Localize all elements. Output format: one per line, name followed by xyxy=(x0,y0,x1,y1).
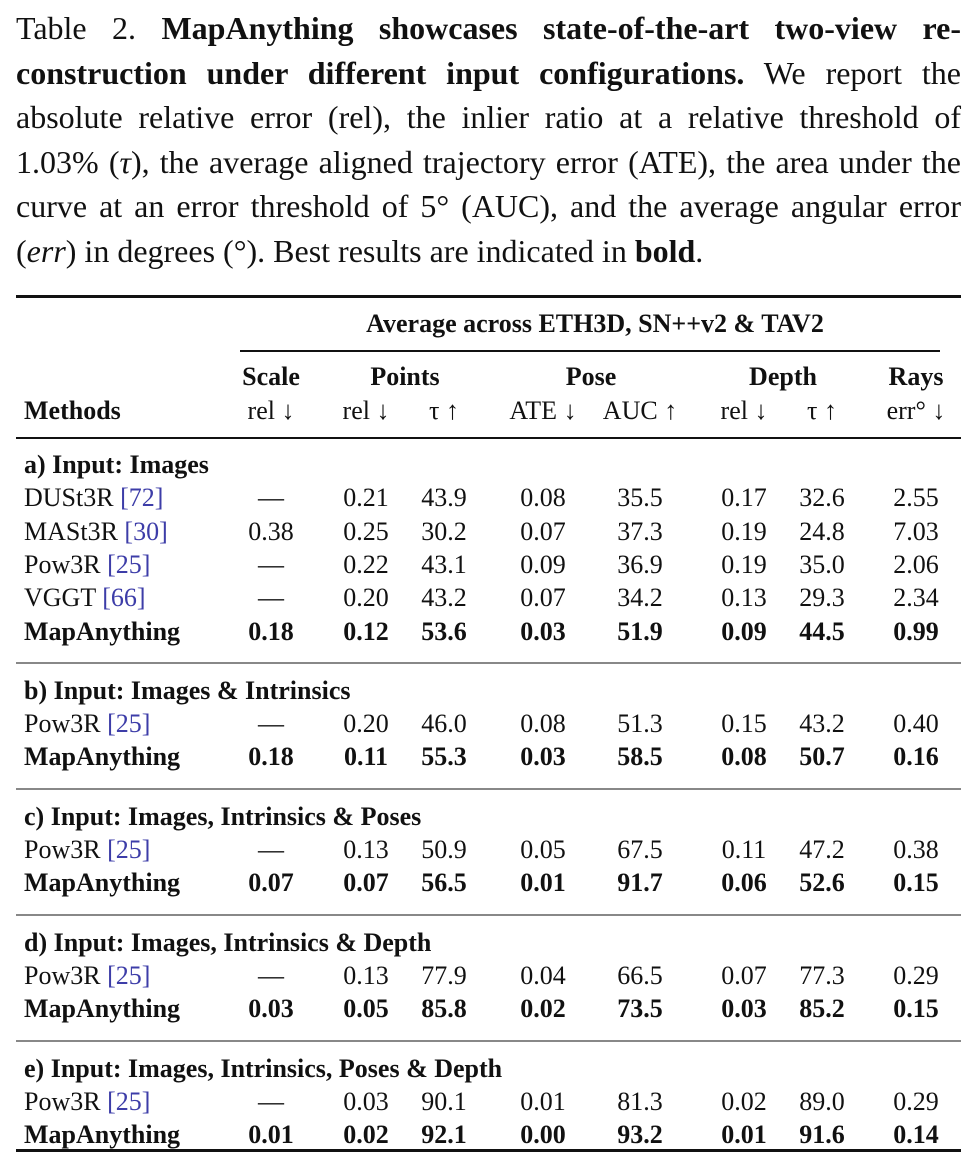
table-cell: 0.12 xyxy=(343,616,389,646)
table-cell: 0.08 xyxy=(721,742,767,772)
table-cell: 2.55 xyxy=(893,483,939,513)
caption-text-1: We report the absolute relative error (rel), the inlier ratio at a relative threshold of 1.03% ( xyxy=(16,54,962,180)
table-cell: 50.7 xyxy=(799,742,845,772)
table-caption xyxy=(16,6,961,273)
table-cell: 0.13 xyxy=(343,960,389,990)
citation-link[interactable]: [66] xyxy=(102,583,146,613)
table-cell: 2.06 xyxy=(893,549,939,579)
table-cell: 0.29 xyxy=(893,960,939,990)
table-cell: 0.09 xyxy=(520,549,566,579)
metric-header-points-1: τ ↑ xyxy=(429,396,459,425)
caption-text-2: ), the average aligned trajectory error (ATE), the area under the curve at an error threshold of 5° (AUC), and the average angular error ( xyxy=(16,143,962,269)
table-cell: 0.07 xyxy=(343,868,389,898)
column-group-pose: Pose xyxy=(565,362,617,391)
table-cell: 91.7 xyxy=(617,868,663,898)
table-cell: 92.1 xyxy=(421,1120,467,1150)
table-cell: 0.04 xyxy=(520,960,566,990)
table-cell: 85.8 xyxy=(421,994,467,1024)
table-cell: 0.07 xyxy=(520,583,566,613)
method-name: MapAnything xyxy=(24,868,181,898)
table-cell: 0.08 xyxy=(520,483,566,513)
table-cell: 0.03 xyxy=(343,1086,389,1116)
metric-header-depth-1: τ ↑ xyxy=(807,396,837,425)
citation-link[interactable]: [25] xyxy=(107,960,151,990)
row-method xyxy=(24,868,180,898)
table-cell: 24.8 xyxy=(799,516,845,546)
table-cell: 50.9 xyxy=(421,835,467,864)
table-cell: 55.3 xyxy=(421,742,467,772)
table-cell: 89.0 xyxy=(799,1086,845,1116)
method-name: Pow3R xyxy=(24,835,101,864)
table-cell: 34.2 xyxy=(617,583,663,613)
table-cell: 0.15 xyxy=(893,994,939,1024)
method-name: MASt3R xyxy=(24,516,118,546)
table-cell: 0.03 xyxy=(248,994,294,1024)
table-cell: 0.01 xyxy=(721,1120,767,1150)
section-separator xyxy=(16,662,961,664)
row-method xyxy=(24,835,150,865)
table-cell: 37.3 xyxy=(617,516,663,546)
table-cell: 43.9 xyxy=(421,483,467,513)
table-cell: 0.38 xyxy=(248,516,294,546)
table-cell: 46.0 xyxy=(421,709,467,739)
table-cell: 0.40 xyxy=(893,709,939,739)
table-cell: 44.5 xyxy=(799,616,845,646)
row-method xyxy=(24,1087,150,1117)
metric-header-pose-0: ATE ↓ xyxy=(509,396,577,425)
section-separator xyxy=(16,914,961,916)
row-method xyxy=(24,709,150,739)
citation-link[interactable]: [25] xyxy=(107,1086,151,1116)
caption-title: MapAnything showcases state-of-the-art two-view re-construction under different input configurations. xyxy=(16,10,962,91)
table-cell: 77.3 xyxy=(799,960,845,990)
table-cell: 0.29 xyxy=(893,1086,939,1116)
caption-end: . xyxy=(695,232,704,269)
row-method xyxy=(24,583,146,613)
table-cell: 0.21 xyxy=(343,483,389,513)
table-cell: — xyxy=(258,835,284,864)
table-cell: 56.5 xyxy=(421,868,467,898)
table-cell: 0.03 xyxy=(520,616,566,646)
citation-link[interactable]: [72] xyxy=(120,483,164,513)
table-cell: 0.08 xyxy=(520,709,566,739)
caption-bold-word: bold xyxy=(634,232,696,269)
table-cell: 0.05 xyxy=(343,994,389,1024)
row-method xyxy=(24,617,180,647)
table-cell: 0.01 xyxy=(520,1086,566,1116)
method-name: MapAnything xyxy=(24,616,181,646)
table-cell: 43.1 xyxy=(421,549,467,579)
super-header: Average across ETH3D, SN++v2 & TAV2 xyxy=(366,309,824,338)
metric-header-pose-1: AUC ↑ xyxy=(602,396,678,425)
section-title: b) Input: Images & Intrinsics xyxy=(24,675,351,705)
table-cell: 29.3 xyxy=(799,583,845,613)
method-name: MapAnything xyxy=(24,994,181,1024)
methods-header: Methods xyxy=(24,396,121,425)
table-cell: — xyxy=(258,1086,284,1116)
table-cell: 32.6 xyxy=(799,483,845,513)
row-method xyxy=(24,483,163,513)
table-cell: 0.03 xyxy=(520,742,566,772)
table-cell: — xyxy=(258,960,284,990)
table-cell: 7.03 xyxy=(893,516,939,546)
table-cell: 67.5 xyxy=(617,835,663,864)
table-cell: 91.6 xyxy=(799,1120,845,1150)
table-cell: 0.01 xyxy=(248,1120,294,1150)
table-cell: — xyxy=(258,583,284,613)
method-name: Pow3R xyxy=(24,960,101,990)
table-cell: 0.07 xyxy=(520,516,566,546)
caption-err: err xyxy=(26,232,66,269)
table-cell: 0.06 xyxy=(721,868,767,898)
table-cell: 0.15 xyxy=(893,868,939,898)
method-name: DUSt3R xyxy=(24,483,114,513)
table-cell: 0.99 xyxy=(893,616,939,646)
table-cell: 0.09 xyxy=(721,616,767,646)
metric-header-depth-0: rel ↓ xyxy=(720,396,768,425)
citation-link[interactable]: [25] xyxy=(107,835,151,864)
table-cell: 51.3 xyxy=(617,709,663,739)
table-cell: 0.05 xyxy=(520,835,566,864)
section-title: a) Input: Images xyxy=(24,450,209,479)
table-cell: 47.2 xyxy=(799,835,845,864)
column-group-points: Points xyxy=(370,362,440,391)
table-cell: 0.18 xyxy=(248,616,294,646)
caption-text-3: ) in degrees (°). Best results are indicated in xyxy=(65,232,635,269)
table-cell: 0.16 xyxy=(893,742,939,772)
table-cell: 0.13 xyxy=(343,835,389,864)
table-cell: 81.3 xyxy=(617,1086,663,1116)
row-method xyxy=(24,742,180,772)
section-title: c) Input: Images, Intrinsics & Poses xyxy=(24,801,422,831)
table-cell: — xyxy=(258,709,284,739)
column-group-depth: Depth xyxy=(749,362,817,391)
table-cell: 73.5 xyxy=(617,994,663,1024)
cmidrule-super xyxy=(240,350,940,352)
section-separator xyxy=(16,1040,961,1042)
table-cell: 0.25 xyxy=(343,516,389,546)
table-cell: 77.9 xyxy=(421,960,467,990)
table-cell: 53.6 xyxy=(421,616,467,646)
metric-header-scale-0: rel ↓ xyxy=(247,396,295,425)
table-cell: 0.20 xyxy=(343,709,389,739)
table-cell: 0.19 xyxy=(721,516,767,546)
table-cell: 0.01 xyxy=(520,868,566,898)
table-cell: — xyxy=(258,483,284,513)
table-cell: 43.2 xyxy=(799,709,845,739)
caption-tau: τ xyxy=(119,143,131,180)
method-name: Pow3R xyxy=(24,709,101,739)
table-cell: 35.5 xyxy=(617,483,663,513)
method-name: MapAnything xyxy=(24,1120,181,1150)
row-method xyxy=(24,961,150,991)
method-name: MapAnything xyxy=(24,742,181,772)
table-cell: 85.2 xyxy=(799,994,845,1024)
section-title: e) Input: Images, Intrinsics, Poses & Depth xyxy=(24,1053,503,1083)
table-cell: 0.00 xyxy=(520,1120,566,1150)
citation-link[interactable]: [30] xyxy=(124,516,168,546)
table-cell: 0.19 xyxy=(721,549,767,579)
table-cell: 0.18 xyxy=(248,742,294,772)
method-name: VGGT xyxy=(24,583,96,613)
row-method xyxy=(24,517,168,547)
table-cell: 43.2 xyxy=(421,583,467,613)
caption-label: Table 2. xyxy=(16,10,137,46)
column-group-scale: Scale xyxy=(242,362,300,391)
table-cell: 0.11 xyxy=(343,742,389,772)
table-cell: 0.13 xyxy=(721,583,767,613)
row-method xyxy=(24,1120,180,1150)
table-cell: 52.6 xyxy=(799,868,845,898)
citation-link[interactable]: [25] xyxy=(107,549,151,579)
section-title: d) Input: Images, Intrinsics & Depth xyxy=(24,927,432,957)
table-cell: 0.20 xyxy=(343,583,389,613)
method-name: Pow3R xyxy=(24,549,101,579)
metric-header-points-0: rel ↓ xyxy=(342,396,390,425)
table-cell: 51.9 xyxy=(617,616,663,646)
column-group-rays: Rays xyxy=(888,362,944,391)
table-cell: 0.02 xyxy=(520,994,566,1024)
table-cell: — xyxy=(258,549,284,579)
metric-header-rays-0: err° ↓ xyxy=(886,396,946,425)
row-method xyxy=(24,550,150,580)
table-cell: 58.5 xyxy=(617,742,663,772)
table-cell: 0.11 xyxy=(721,835,767,864)
table-cell: 0.14 xyxy=(893,1120,939,1150)
table-cell: 93.2 xyxy=(617,1120,663,1150)
table-cell: 0.03 xyxy=(721,994,767,1024)
section-separator xyxy=(16,788,961,790)
table-cell: 66.5 xyxy=(617,960,663,990)
table-cell: 36.9 xyxy=(617,549,663,579)
table-cell: 0.02 xyxy=(721,1086,767,1116)
table-cell: 0.07 xyxy=(721,960,767,990)
table-cell: 30.2 xyxy=(421,516,467,546)
table-cell: 2.34 xyxy=(893,583,939,613)
table-cell: 0.02 xyxy=(343,1120,389,1150)
mid-rule xyxy=(16,437,961,439)
table-cell: 0.15 xyxy=(721,709,767,739)
table-cell: 0.38 xyxy=(893,835,939,864)
row-method xyxy=(24,994,180,1024)
method-name: Pow3R xyxy=(24,1086,101,1116)
table-cell: 0.07 xyxy=(248,868,294,898)
table-cell: 0.17 xyxy=(721,483,767,513)
table-cell: 0.22 xyxy=(343,549,389,579)
citation-link[interactable]: [25] xyxy=(107,709,151,739)
table-cell: 90.1 xyxy=(421,1086,467,1116)
top-rule xyxy=(16,295,961,298)
table-cell: 35.0 xyxy=(799,549,845,579)
